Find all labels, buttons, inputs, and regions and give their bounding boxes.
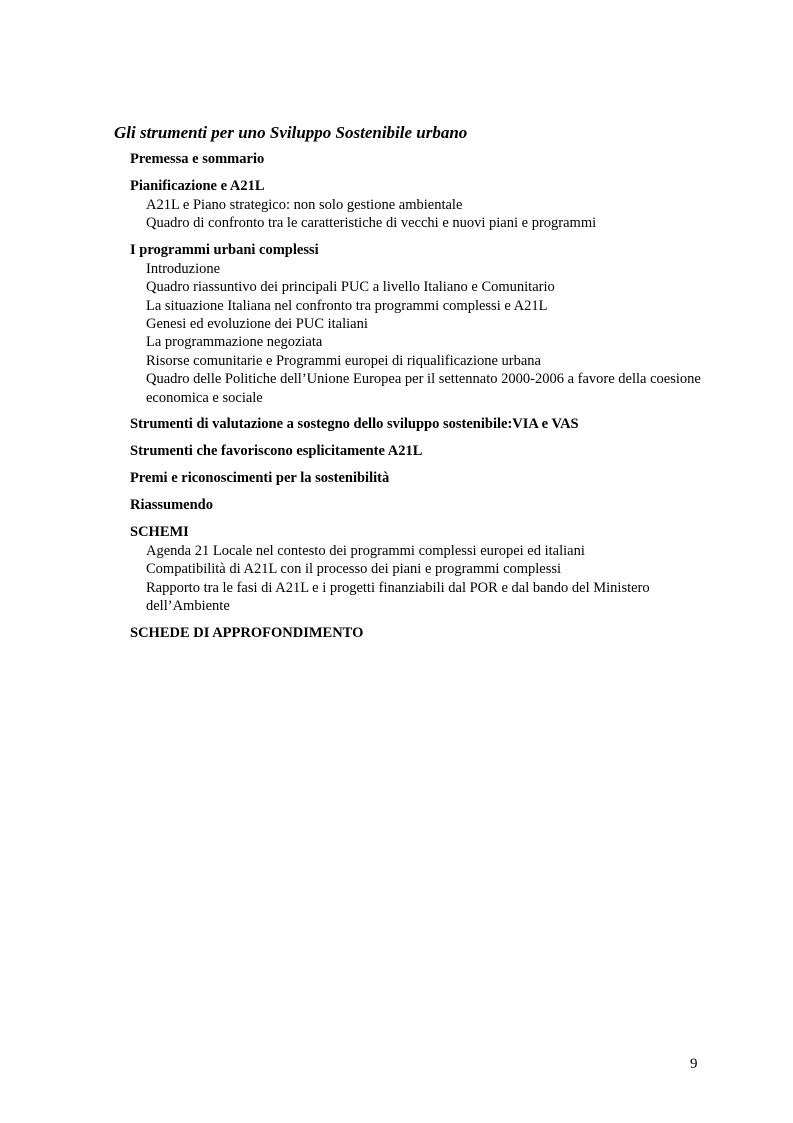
- toc-item: Risorse comunitarie e Programmi europei di riqualificazione urbana: [146, 352, 541, 369]
- toc-item: Compatibilità di A21L con il processo dei piani e programmi complessi: [146, 561, 562, 578]
- toc-item: Quadro delle Politiche dell’Unione Europea per il settennato 2000-2006 a favore della coesione economica e sociale: [146, 371, 701, 406]
- toc-section: [130, 415, 720, 434]
- toc-section-heading: Riassumendo: [130, 497, 213, 514]
- toc-section-heading: Premessa e sommario: [130, 151, 265, 167]
- toc-section: [130, 442, 720, 461]
- toc-section-heading: Strumenti che favoriscono esplicitamente A21L: [130, 443, 423, 460]
- toc-item: Genesi ed evoluzione dei PUC italiani: [146, 316, 368, 333]
- toc-item: Quadro di confronto tra le caratteristiche di vecchi e nuovi piani e programmi: [146, 215, 597, 232]
- toc-item: Introduzione: [146, 260, 221, 277]
- toc-item: La programmazione negoziata: [146, 334, 323, 351]
- toc-section-heading: SCHEMI: [130, 524, 189, 541]
- toc-item: La situazione Italiana nel confronto tra programmi complessi e A21L: [146, 297, 548, 314]
- page-title: Gli strumenti per uno Sviluppo Sostenibile urbano: [114, 123, 468, 142]
- toc-section: [130, 150, 720, 169]
- toc-section-heading: Pianificazione e A21L: [130, 178, 265, 194]
- toc-item-list: [130, 260, 720, 407]
- toc-item-list: [130, 542, 720, 616]
- toc-section-heading: Premi e riconoscimenti per la sostenibilità: [130, 470, 390, 487]
- toc-section: [130, 241, 720, 407]
- toc-section: [130, 496, 720, 515]
- toc-section: [130, 469, 720, 488]
- toc-item: A21L e Piano strategico: non solo gestione ambientale: [146, 197, 463, 213]
- toc-item: Quadro riassuntivo dei principali PUC a livello Italiano e Comunitario: [146, 279, 555, 296]
- toc-section: [130, 177, 720, 233]
- toc-item: Rapporto tra le fasi di A21L e i progetti finanziabili dal POR e dal bando del Ministero dell’Ambiente: [146, 579, 650, 615]
- toc-section: [130, 624, 720, 643]
- toc-section-heading: SCHEDE DI APPROFONDIMENTO: [130, 624, 364, 641]
- toc-item-list: [130, 196, 720, 233]
- toc-section: [130, 523, 720, 616]
- page-number: 9: [690, 1056, 698, 1072]
- table-of-contents: [130, 150, 720, 651]
- toc-section-heading: Strumenti di valutazione a sostegno dello sviluppo sostenibile:VIA e VAS: [130, 416, 579, 433]
- toc-item: Agenda 21 Locale nel contesto dei programmi complessi europei ed italiani: [146, 543, 585, 560]
- toc-section-heading: I programmi urbani complessi: [130, 241, 319, 258]
